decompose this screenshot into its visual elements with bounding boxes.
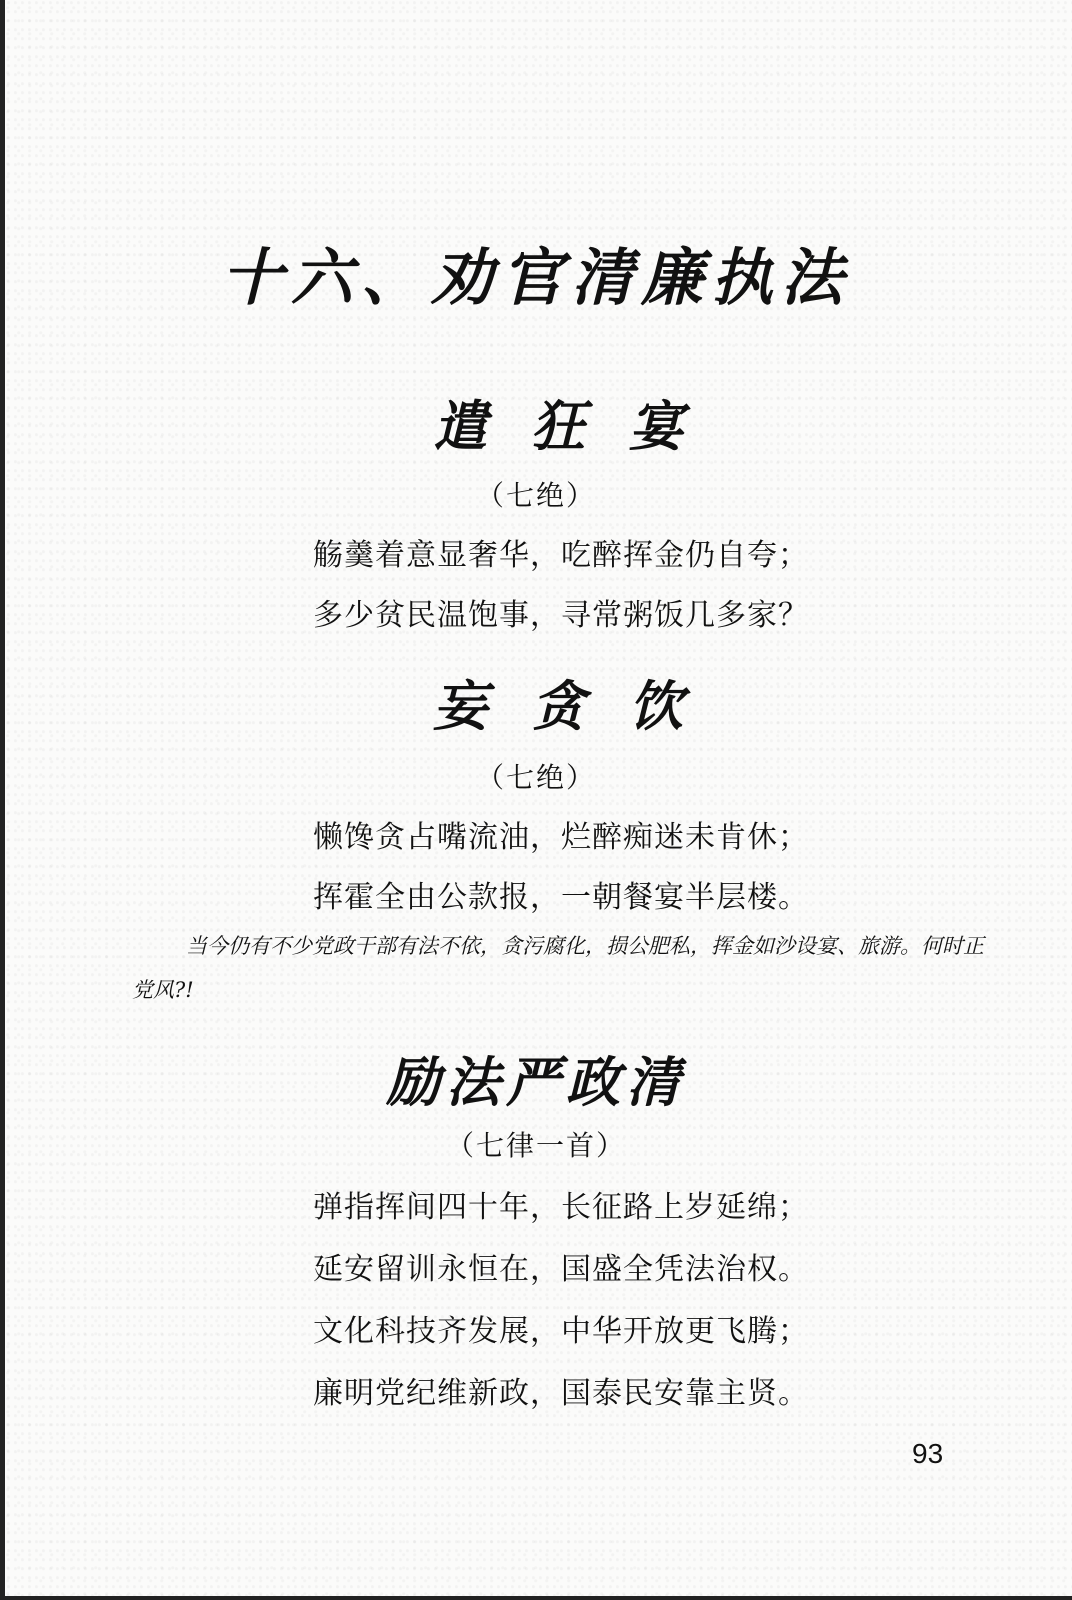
poem-2-commentary: 当今仍有不少党政干部有法不依，贪污腐化，损公肥私，挥金如沙设宴、旅游。何时正党风?! <box>132 934 984 1002</box>
poem-title-1: 遣狂宴 <box>433 394 727 458</box>
poem-3-line-1: 弹指挥间四十年，长征路上岁延绵； <box>313 1190 809 1225</box>
poem-1-line-1: 觞羹着意显奢华，吃醉挥金仍自夸； <box>313 538 809 573</box>
page-number: 93 <box>912 1438 944 1469</box>
poem-3-line-4: 廉明党纪维新政，国泰民安靠主贤。 <box>313 1376 809 1411</box>
poem-3-line-3: 文化科技齐发展，中华开放更飞腾； <box>313 1314 809 1349</box>
poem-title-3: 励法严政清 <box>386 1050 686 1114</box>
chapter-title: 十六、劝官清廉执法 <box>220 241 851 314</box>
poem-3-line-2: 延安留训永恒在，国盛全凭法治权。 <box>313 1252 809 1287</box>
poem-form-1: （七绝） <box>475 479 596 512</box>
page-bottom-edge <box>0 1596 1072 1600</box>
poem-form-3: （七律一首） <box>445 1129 626 1162</box>
poem-form-2: （七绝） <box>475 761 596 794</box>
poem-2-line-2: 挥霍全由公款报，一朝餐宴半层楼。 <box>313 880 809 915</box>
poem-2-line-1: 懒馋贪占嘴流油，烂醉痴迷未肯休； <box>313 820 809 855</box>
poem-1-line-2: 多少贫民温饱事，寻常粥饭几多家？ <box>313 598 809 633</box>
poem-title-2: 妄贪饮 <box>433 674 727 738</box>
